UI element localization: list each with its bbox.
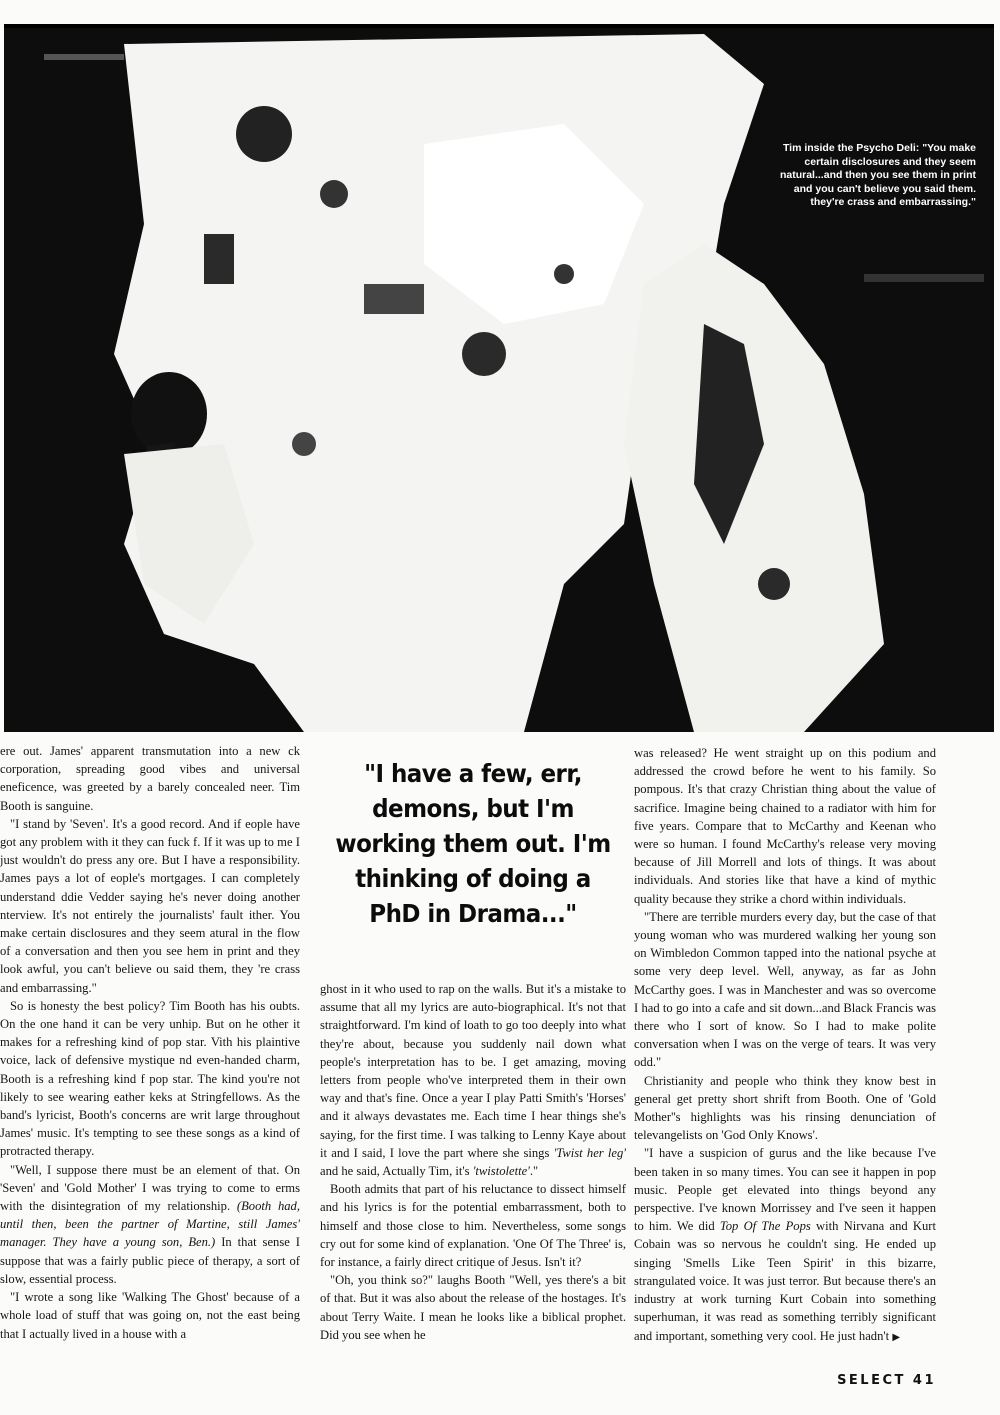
- article-paragraph: was released? He went straight up on this podium and addressed the crowd before he went to his family. So pompous. It's that crazy Christian thing about the value of sacrifice. Imagine being chained to a radiator with him for five years. Compare that to McCarthy and Keenan who were so human. I found McCarthy's release very moving because of Jill Morrell and lots of things. It was about individuals. And stories like that have a kind of mythic quality because they strike a chord within individuals.: [634, 746, 936, 906]
- article-quote-lyric: 'Twist her leg': [553, 1145, 626, 1160]
- article-paragraph: [320, 980, 626, 1180]
- article-paragraph: [634, 1144, 936, 1346]
- article-paragraph: "I stand by 'Seven'. It's a good record. And if eople have got any problem with it they can fuck f. If it was up to me I just wouldn't do press any ore. But I have a responsibility. James pays a lot of eople's mortgages. I can completely understand ddie Vedder saying he's never doing another nterview. It's not entirely the journalists' fault ither. You make certain disclosures and they seem atural in the flow of a conversation and then you see hem in print and they look awful, you can't believe ou said them, they 're crass and embarrassing.": [0, 816, 300, 995]
- pull-quote: "I have a few, err, demons, but I'm working them out. I'm thinking of doing a PhD in Drama...": [335, 759, 611, 928]
- article-paragraph: "I wrote a song like 'Walking The Ghost' because of a whole load of stuff that was going on, not the east being that I actually lived in a house with a: [0, 1290, 300, 1341]
- page-footer: SELECT 41: [837, 1373, 936, 1388]
- article-text: In that sense I suppose that was a fairly public piece of therapy, a sort of slow, essential process.: [0, 1235, 300, 1286]
- article-column-left: [0, 742, 300, 1352]
- photo-image: [4, 24, 994, 732]
- article-paragraph: Booth admits that part of his reluctance to dissect himself and his lyrics is for the potential embarrassment, both to himself and those close to him. Nevertheless, some songs cry out for some kind of explanation. 'One Of The Three' is, for instance, a fairly direct critique of Jesus. Isn't it?: [320, 1182, 626, 1270]
- article-paragraph: So is honesty the best policy? Tim Booth has his oubts. On the one hand it can be very unhip. But on he other it makes for a refreshing kind of pop star. Vith his plaintive voice, lack of defensive mystique nd even-handed charm, Booth is a refreshing kind f pop star. The kind you're not likely to see wearing eather keks at Stringfellows. As the band's lyricist, Booth's concerns are writ large throughout James' music. It's tempting to see these songs as a kind of protracted therapy.: [0, 998, 300, 1159]
- concert-photo: [4, 24, 994, 732]
- continue-arrow-icon: ▶: [892, 1331, 901, 1343]
- article-text: "I have a suspicion of gurus and the like because I've been taken in so many times. You can see it happen in pop music. People get elevated into things beyond any perspective. I've known Morrissey and I've seen it happen to him. We did: [634, 1146, 936, 1234]
- article-text: with Nirvana and Kurt Cobain was so nervous he couldn't sing. He ended up singing 'Smells Like Teen Spirit' in this bizarre, strangulated voice. It was just terror. But because there's an industry at work turning Kurt Cobain into something superhuman, it was read as something terribly significant and important, something very cool. He just hadn't: [634, 1219, 936, 1343]
- article-paragraph: Christianity and people who think they know best in general get pretty short shrift from Booth. One of 'Gold Mother''s highlights was his rinsing denunciation of televangelists on 'God Only Knows'.: [634, 1073, 936, 1143]
- article-show-title: Top Of The Pops: [719, 1219, 811, 1234]
- article-column-middle: [320, 980, 626, 1360]
- article-paragraph: ere out. James' apparent transmutation into a new ck corporation, spreading good vibes and universal eneficence, was greeted by a barely concealed neer. Tim Booth is sanguine.: [0, 744, 300, 813]
- article-text: and he said, Actually Tim, it's: [320, 1164, 473, 1179]
- article-paragraph-with-aside: [0, 1161, 300, 1288]
- article-column-right: [634, 744, 936, 1389]
- article-paragraph: "There are terrible murders every day, but the case of that young woman who was murdered walking her young son on Wimbledon Common tapped into the national psyche at some very deep level. Well, anyway, as far as John McCarthy goes. I was in Manchester and was so overcome I had to go into a cafe and sit down...and Black Francis was there who I sort of know. So I had to make polite conversation when I was on the verge of tears. It was very odd.": [634, 909, 936, 1070]
- article-text: ghost in it who used to rap on the walls. But it's a mistake to assume that all my lyrics are auto-biographical. It's not that straightforward. I'm kind of loath to go too deeply into what they're about, because you suddenly nail down what people's interpretation has to be. I get amazing, moving letters from people who've interpreted them in their own way and that's fine. Once a year I play Patti Smith's 'Horses' and it always devastates me. Each time I hear things she's saying, for the first time. I was talking to Lenny Kaye about it and I said, I love the part where she sings: [320, 982, 626, 1160]
- article-text: .": [529, 1164, 539, 1179]
- photo-caption: Tim inside the Psycho Deli: "You make certain disclosures and they seem natural...and then you see them in print and you can't believe you said them. they're crass and embarrassing.": [779, 142, 976, 208]
- article-aside: (Booth had, until then, been the partner of Martine, still James' manager. They have a young son, Ben.): [0, 1199, 300, 1250]
- article-paragraph: "Oh, you think so?" laughs Booth "Well, yes there's a bit of that. But it was also about the release of the hostages. It's about Terry Waite. I mean he looks like a biblical prophet. Did you see when he: [320, 1273, 626, 1342]
- article-quote-lyric: 'twistolette': [472, 1164, 530, 1179]
- article-text: "Well, I suppose there must be an element of that. On 'Seven' and 'Gold Mother' I was trying to come to erms with the disintegration of my relationship.: [0, 1162, 300, 1214]
